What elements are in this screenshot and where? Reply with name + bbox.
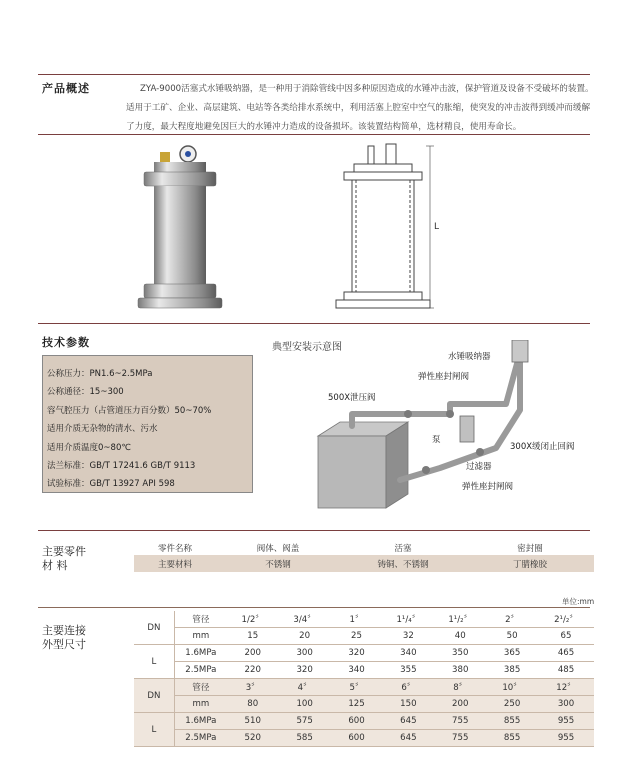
pressure-label: 1.6MPa	[174, 713, 226, 730]
materials-title-1: 主要零件	[42, 545, 86, 558]
dim-cell: 8〞	[434, 679, 486, 696]
overview-text: ZYA-9000活塞式水锤吸纳器，是一种用于消除管线中因多种原因造成的水锤冲击波，保护管道及设备不受破坏的装置。适用于工矿、企业、高层建筑、电站等各类给排水系统中，利用活塞上腔室中空气的胀缩，使突发的冲击波得到缓冲而缓解了力度，最大程度地避免因巨大的水锤冲力造成的设备损坏。该装置结构简单，选材精良，使用寿命长。	[126, 84, 594, 132]
label-relief-valve: 500X泄压阀	[328, 393, 376, 403]
dim-cell: 250	[486, 696, 538, 713]
dimensions-title-1: 主要连接	[42, 624, 86, 637]
tech-params-box	[42, 355, 253, 493]
materials-cell: 主要材料	[157, 559, 192, 570]
technical-drawing	[330, 142, 440, 318]
top-rule	[38, 74, 590, 75]
dim-cell: 510	[227, 713, 279, 730]
label-gate-valve-top: 弹性座封闸阀	[418, 372, 470, 382]
dim-cell: 4〞	[279, 679, 331, 696]
dim-cell: 955	[538, 730, 594, 747]
dim-cell: 520	[227, 730, 279, 747]
label-pump: 泵	[432, 435, 441, 445]
materials-header-cell: 密封圈	[517, 543, 543, 554]
dim-cell: 385	[486, 662, 538, 679]
diagram-title: 典型安装示意图	[272, 342, 342, 353]
unit-label: 单位:mm	[562, 597, 595, 606]
dim-cell: 2¹/₂〞	[538, 611, 594, 628]
dim-cell: 5〞	[331, 679, 383, 696]
dimensions-top-rule	[38, 607, 590, 608]
dim-cell: 755	[434, 730, 486, 747]
dim-cell: 2〞	[486, 611, 538, 628]
middle-rule	[38, 323, 590, 324]
pressure-label: 1.6MPa	[174, 645, 226, 662]
pressure-label: 2.5MPa	[174, 730, 226, 747]
param-line: 试验标准：GB/T 13927 API 598	[47, 479, 175, 489]
dim-cell: 355	[382, 662, 434, 679]
materials-header-row	[134, 540, 594, 555]
label-gate-valve-bottom: 弹性座封闸阀	[462, 482, 514, 492]
dim-row	[134, 628, 594, 645]
dim-cell: 6〞	[382, 679, 434, 696]
dim-cell: 955	[538, 713, 594, 730]
dim-cell: 1〞	[331, 611, 383, 628]
dim-cell: 220	[227, 662, 279, 679]
dim-cell: 465	[538, 645, 594, 662]
row-label: mm	[174, 696, 226, 713]
param-line: 公称压力：PN1.6~2.5MPa	[47, 369, 153, 379]
materials-header-cell: 阀体、阀盖	[256, 543, 300, 554]
label-filter: 过滤器	[466, 462, 492, 472]
materials-header-cell: 零件名称	[157, 543, 192, 554]
dim-cell: 855	[486, 713, 538, 730]
dim-cell: 365	[486, 645, 538, 662]
overview-title: 产品概述	[42, 82, 90, 95]
dim-cell: 575	[279, 713, 331, 730]
dim-cell: 320	[331, 645, 383, 662]
dim-cell: 320	[279, 662, 331, 679]
dim-row	[134, 662, 594, 679]
param-line: 容气腔压力（占管道压力百分数）50~70%	[47, 406, 212, 416]
dim-cell: 50	[486, 628, 538, 645]
row-label: 管径	[174, 611, 226, 628]
label-check-valve: 300X缓闭止回阀	[510, 442, 575, 452]
product-photo	[130, 144, 230, 314]
materials-top-rule	[38, 530, 590, 531]
dim-cell: 645	[382, 713, 434, 730]
dim-cell: 200	[434, 696, 486, 713]
dim-cell: 100	[279, 696, 331, 713]
dim-row	[134, 645, 594, 662]
dim-cell: 585	[279, 730, 331, 747]
dim-cell: 125	[331, 696, 383, 713]
materials-cell: 丁腈橡胶	[512, 559, 547, 570]
materials-table	[134, 540, 594, 572]
dim-cell: 300	[279, 645, 331, 662]
dim-cell: 3〞	[227, 679, 279, 696]
dim-cell: 10〞	[486, 679, 538, 696]
dimensions-title-2: 外型尺寸	[42, 638, 86, 651]
dim-cell: 12〞	[538, 679, 594, 696]
l-label: L	[134, 713, 174, 747]
dim-cell: 340	[382, 645, 434, 662]
dim-row	[134, 679, 594, 696]
dim-row	[134, 713, 594, 730]
dim-cell: 80	[227, 696, 279, 713]
materials-cell: 不锈钢	[265, 559, 291, 570]
dim-cell: 645	[382, 730, 434, 747]
dim-cell: 65	[538, 628, 594, 645]
dn-label: DN	[134, 679, 174, 713]
l-label: L	[134, 645, 174, 679]
dim-cell: 200	[227, 645, 279, 662]
materials-header-cell: 活塞	[394, 543, 412, 554]
dim-cell: 855	[486, 730, 538, 747]
dim-cell: 20	[279, 628, 331, 645]
dim-cell: 380	[434, 662, 486, 679]
label-absorber: 水锤吸纳器	[448, 352, 491, 362]
dim-cell: 40	[434, 628, 486, 645]
dim-cell: 600	[331, 713, 383, 730]
row-label: 管径	[174, 679, 226, 696]
dimensions-table	[134, 611, 594, 747]
dim-cell: 340	[331, 662, 383, 679]
dim-cell: 32	[382, 628, 434, 645]
dim-cell: 1¹/₂〞	[434, 611, 486, 628]
dim-cell: 300	[538, 696, 594, 713]
dim-cell: 3/4〞	[279, 611, 331, 628]
materials-row	[134, 555, 594, 572]
materials-cell: 铸铜、不锈钢	[377, 559, 429, 570]
dn-label: DN	[134, 611, 174, 645]
dim-cell: 1¹/₄〞	[382, 611, 434, 628]
dim-cell: 1/2〞	[227, 611, 279, 628]
param-line: 公称通径：15~300	[47, 387, 124, 397]
param-line: 法兰标准：GB/T 17241.6 GB/T 9113	[47, 461, 196, 471]
pressure-label: 2.5MPa	[174, 662, 226, 679]
param-line: 适用介质无杂物的清水、污水	[47, 424, 158, 434]
dim-row	[134, 730, 594, 747]
dim-row	[134, 696, 594, 713]
dim-cell: 150	[382, 696, 434, 713]
tech-title: 技术参数	[42, 336, 90, 349]
param-line: 适用介质温度0~80℃	[47, 443, 131, 453]
dim-cell: 15	[227, 628, 279, 645]
dim-cell: 485	[538, 662, 594, 679]
dimension-label: L	[434, 222, 440, 232]
dim-cell: 25	[331, 628, 383, 645]
overview-bottom-rule	[38, 134, 590, 135]
dim-cell: 350	[434, 645, 486, 662]
dim-cell: 600	[331, 730, 383, 747]
materials-title-2: 材 料	[42, 559, 68, 572]
dim-cell: 755	[434, 713, 486, 730]
row-label: mm	[174, 628, 226, 645]
dim-row	[134, 611, 594, 628]
